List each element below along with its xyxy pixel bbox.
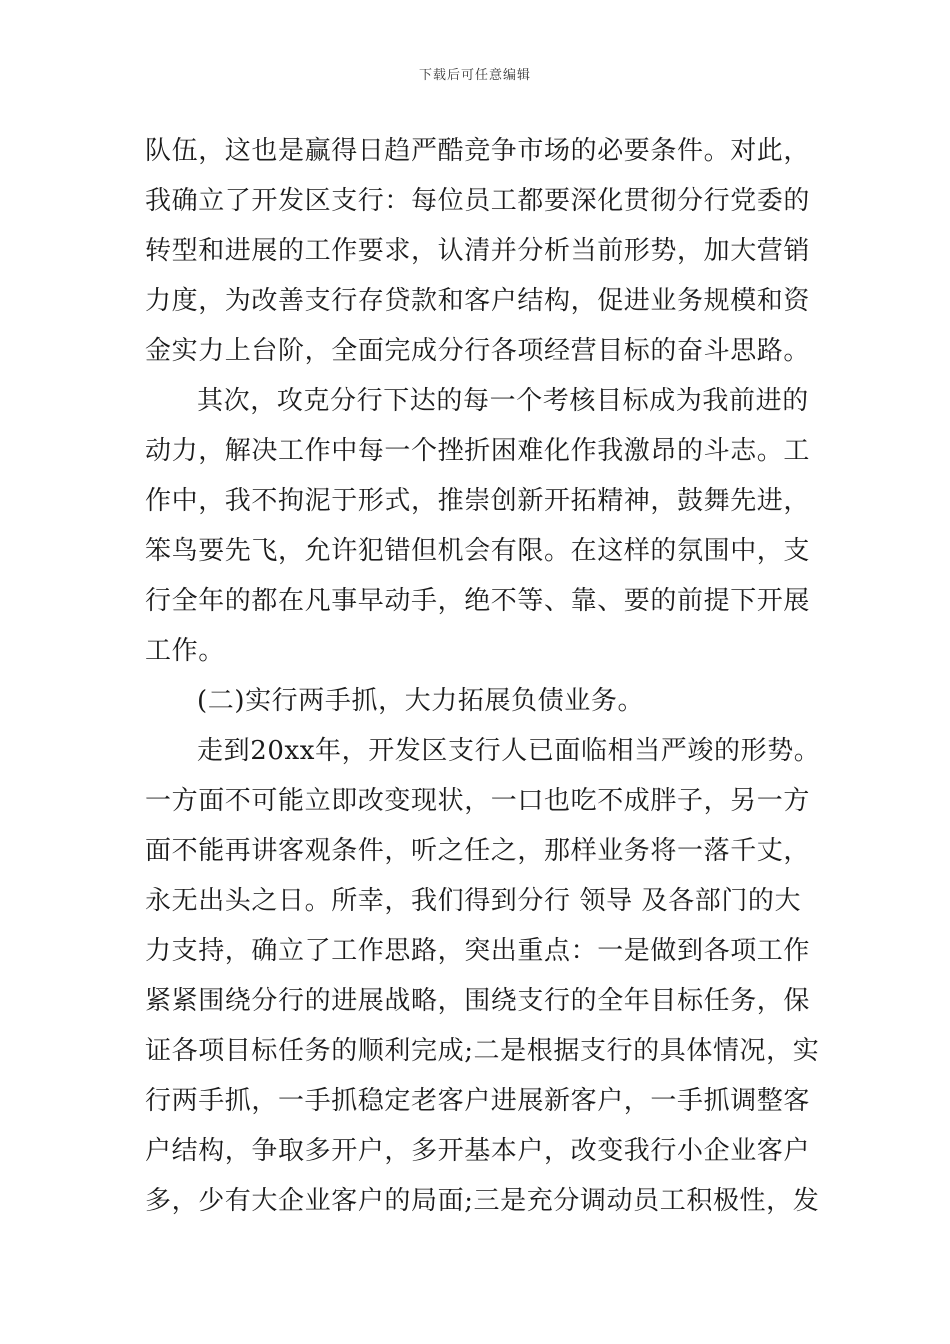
text-line: 多，少有大企业客户的局面;三是充分调动员工积极性，发	[145, 1186, 820, 1216]
text-line: 面不能再讲客观条件，听之任之，那样业务将一落千丈，	[145, 836, 811, 866]
header-note: 下载后可任意编辑	[418, 68, 531, 83]
text-line: 户结构，争取多开户，多开基本户，改变我行小企业客户	[145, 1136, 811, 1166]
text-line: 证各项目标任务的顺利完成;二是根据支行的具体情况，实	[145, 1036, 820, 1066]
text-line: 作中，我不拘泥于形式，推崇创新开拓精神，鼓舞先进，	[145, 486, 811, 516]
text-line: 动力，解决工作中每一个挫折困难化作我激昂的斗志。工	[145, 436, 811, 466]
text-line: 力支持，确立了工作思路，突出重点：一是做到各项工作	[145, 936, 811, 966]
text-line: 工作。	[145, 636, 225, 666]
text-line: 笨鸟要先飞，允许犯错但机会有限。在这样的氛围中，支	[145, 536, 811, 566]
text-line: (二)实行两手抓，大力拓展负债业务。	[197, 686, 645, 716]
text-line: 一方面不可能立即改变现状，一口也吃不成胖子，另一方	[145, 786, 811, 816]
document-body	[145, 126, 821, 1226]
text-line: 行两手抓，一手抓稳定老客户进展新客户，一手抓调整客	[145, 1086, 811, 1116]
text-line: 力度，为改善支行存贷款和客户结构，促进业务规模和资	[145, 286, 811, 316]
text-line: 金实力上台阶，全面完成分行各项经营目标的奋斗思路。	[145, 336, 811, 366]
text-line: 队伍，这也是赢得日趋严酷竞争市场的必要条件。对此，	[145, 136, 811, 166]
text-line: 其次，攻克分行下达的每一个考核目标成为我前进的	[197, 386, 809, 416]
text-line: 走到20xx年，开发区支行人已面临相当严竣的形势。	[197, 736, 821, 766]
text-line: 我确立了开发区支行：每位员工都要深化贯彻分行党委的	[145, 186, 811, 216]
text-line: 永无出头之日。所幸，我们得到分行 领导 及各部门的大	[145, 886, 802, 916]
text-line: 行全年的都在凡事早动手，绝不等、靠、要的前提下开展	[145, 586, 811, 616]
text-line: 紧紧围绕分行的进展战略，围绕支行的全年目标任务，保	[145, 986, 811, 1016]
text-line: 转型和进展的工作要求，认清并分析当前形势，加大营销	[145, 236, 811, 266]
